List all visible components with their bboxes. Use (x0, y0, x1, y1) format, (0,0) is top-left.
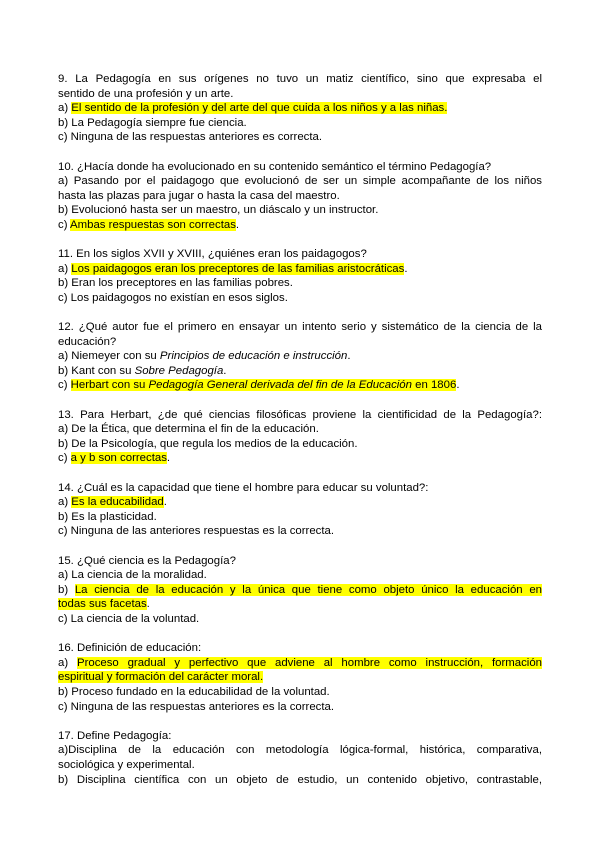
question-16-option-b: b) Proceso fundado en la educabilidad de la voluntad. (58, 685, 330, 698)
question-13-option-b: b) De la Psicología, que regula los medios de la educación. (58, 437, 358, 450)
question-10-option-b: b) Evolucionó hasta ser un maestro, un diáscalo y un instructor. (58, 204, 379, 217)
question-9-option-c: c) Ninguna de las respuestas anteriores es correcta. (58, 131, 323, 144)
option-suffix: . (166, 452, 171, 465)
option-suffix: . (404, 262, 408, 275)
option-prefix: c) (58, 452, 71, 465)
question-12-option-a (58, 349, 542, 364)
highlighted-answer: a y b son correctas (70, 452, 167, 465)
question-15-option-c: c) La ciencia de la voluntad. (58, 612, 200, 625)
question-12-option-c (58, 378, 542, 393)
question-14-option-c: c) Ninguna de las anteriores respuestas es la correcta. (58, 525, 335, 538)
question-12-option-b (58, 364, 542, 379)
highlighted-answer (70, 379, 460, 392)
question-14-option-b: b) Es la plasticidad. (58, 510, 157, 523)
question-14-stem: 14. ¿Cuál es la capacidad que tiene el hombre para educar su voluntad?: (58, 481, 429, 494)
option-prefix: b) Kant con su (58, 364, 135, 377)
question-13 (58, 408, 542, 466)
highlighted-answer: Los paidagogos eran los preceptores de las familias aristocráticas (71, 262, 405, 275)
option-suffix: . (456, 379, 460, 392)
question-15-option-a: a) La ciencia de la moralidad. (58, 569, 207, 582)
question-16-option-a-line-2 (58, 670, 542, 685)
quiz-content (58, 72, 542, 802)
question-12-stem-line-2: educación? (58, 335, 117, 348)
question-11-option-c: c) Los paidagogos no existían en esos siglos. (58, 291, 288, 304)
question-13-option-c (58, 451, 542, 466)
question-9 (58, 72, 542, 145)
question-14-option-a (58, 495, 542, 510)
book-title: Principios de educación e instrucción (159, 350, 348, 363)
option-prefix: a) Niemeyer con su (58, 350, 160, 363)
question-9-option-b: b) La Pedagogía siempre fue ciencia. (58, 116, 247, 129)
question-17-option-a-line-1: a)Disciplina de la educación con metodología lógica-formal, histórica, comparativa, (58, 744, 542, 757)
question-16-stem: 16. Definición de educación: (58, 642, 202, 655)
question-17-stem: 17. Define Pedagogía: (58, 729, 172, 742)
option-prefix: a) (58, 102, 72, 115)
question-16-option-c: c) Ninguna de las respuestas anteriores es la correcta. (58, 700, 335, 713)
question-13-option-a: a) De la Ética, que determina el fin de la educación. (58, 423, 319, 436)
question-12-stem-line-1: 12. ¿Qué autor fue el primero en ensayar un intento serio y sistemático de la ciencia de la (58, 321, 542, 334)
option-suffix: . (223, 364, 227, 377)
question-9-option-a (58, 101, 542, 116)
question-17-option-a-line-2: sociológica y experimental. (58, 758, 195, 771)
question-9-stem-line-1: 9. La Pedagogía en sus orígenes no tuvo un matiz científico, sino que expresaba el (58, 73, 542, 85)
question-12 (58, 320, 542, 393)
highlighted-answer-part-2: en 1806 (411, 379, 457, 392)
option-prefix: a) (58, 656, 77, 669)
question-11-option-b: b) Eran los preceptores en las familias pobres. (58, 277, 293, 290)
option-prefix: a) (58, 496, 72, 509)
question-10-stem: 10. ¿Hacía donde ha evolucionado en su contenido semántico el término Pedagogía? (58, 160, 492, 173)
option-suffix: . (347, 350, 351, 363)
highlighted-answer: La ciencia de la educación y la única que tiene como objeto único la educación en (74, 583, 542, 596)
highlighted-answer-part-1: Herbart con su (70, 379, 149, 392)
highlighted-answer: El sentido de la profesión y del arte del que cuida a los niños y a las niñas. (71, 102, 448, 115)
question-17-option-b-line-1: b) Disciplina científica con un objeto de estudio, un contenido objetivo, contrastable, (58, 773, 542, 786)
question-11-stem: 11. En los siglos XVII y XVIII, ¿quiénes eran los paidagogos? (58, 248, 367, 261)
book-title: Sobre Pedagogía (134, 364, 224, 377)
option-prefix: c) (58, 379, 71, 392)
question-16-option-a-line-1 (58, 656, 542, 671)
question-15-stem: 15. ¿Qué ciencia es la Pedagogía? (58, 554, 236, 567)
question-10 (58, 160, 542, 233)
question-16 (58, 641, 542, 714)
highlighted-answer: Ambas respuestas son correctas (70, 218, 236, 231)
book-title: Pedagogía General derivada del fin de la Educación (148, 379, 412, 392)
highlighted-answer: Es la educabilidad (71, 496, 164, 509)
question-11-option-a (58, 262, 542, 277)
question-17 (58, 729, 542, 787)
question-9-stem-line-2: sentido de una profesión y un arte. (58, 87, 234, 100)
question-11 (58, 247, 542, 305)
question-14 (58, 481, 542, 539)
option-suffix: . (146, 598, 150, 611)
highlighted-answer: espiritual y formación del carácter moral. (58, 671, 264, 684)
highlighted-answer: todas sus facetas (58, 598, 147, 611)
question-13-stem: 13. Para Herbart, ¿de qué ciencias filosóficas proviene la cientificidad de la Pedagogía?: (58, 408, 542, 421)
question-10-option-c (58, 218, 542, 233)
question-10-option-a-line-2: hasta las plazas para jugar o hasta la casa del maestro. (58, 189, 340, 202)
option-prefix: a) (58, 262, 72, 275)
question-15-option-b-line-2 (58, 597, 542, 612)
question-15 (58, 554, 542, 627)
option-suffix: . (163, 496, 167, 509)
option-prefix: c) (58, 218, 71, 231)
question-15-option-b-line-1 (58, 583, 542, 598)
highlighted-answer: Proceso gradual y perfectivo que adviene al hombre como instrucción, formación (76, 656, 542, 669)
question-10-option-a-line-1: a) Pasando por el paidagogo que evolucionó de ser un simple acompañante de los niños (58, 175, 542, 188)
option-suffix: . (235, 218, 240, 231)
option-prefix: b) (58, 583, 75, 596)
